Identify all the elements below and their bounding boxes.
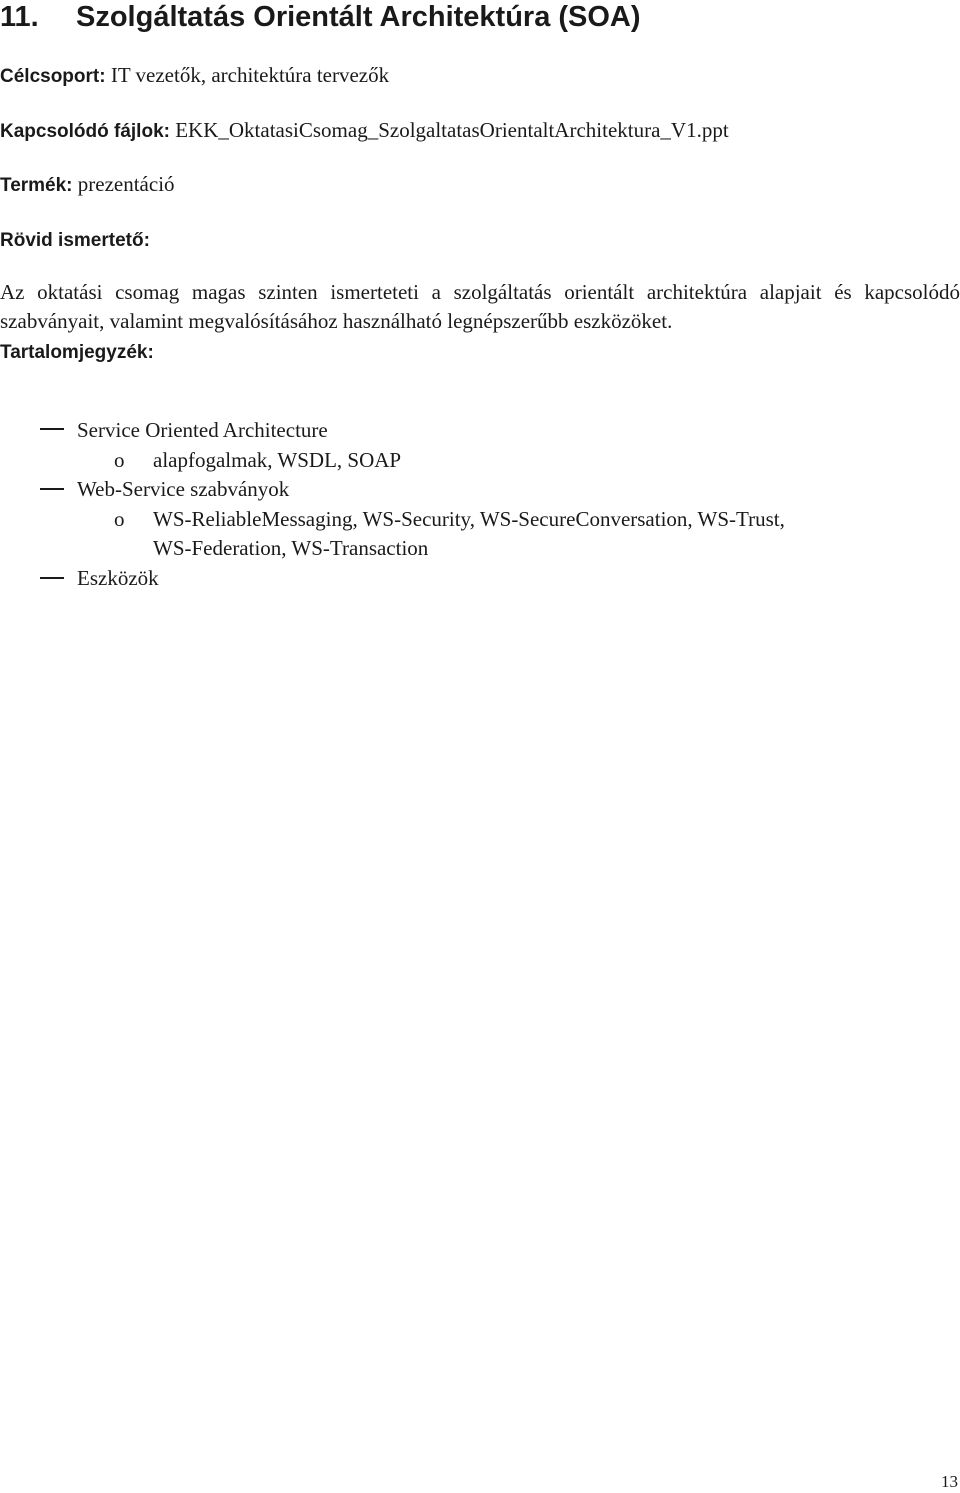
dash-bullet-icon bbox=[40, 428, 64, 430]
section-heading bbox=[0, 0, 641, 34]
section-title: Szolgáltatás Orientált Architektúra (SOA) bbox=[76, 1, 641, 33]
target-group-value: IT vezetők, architektúra tervezők bbox=[110, 63, 390, 87]
dash-bullet-icon bbox=[40, 577, 64, 579]
toc-item-text: alapfogalmak, WSDL, SOAP bbox=[153, 448, 402, 472]
target-group-label: Célcsoport: bbox=[0, 66, 106, 87]
page-number: 13 bbox=[941, 1472, 958, 1491]
summary-label: Rövid ismertető: bbox=[0, 230, 150, 251]
toc-item-text: Service Oriented Architecture bbox=[77, 418, 328, 442]
summary-paragraph: Az oktatási csomag magas szinten ismerteteti a szolgáltatás orientált architektúra alapjait és kapcsolódó szabványait, valamint megvalósításához használható legnépszerűbb eszközöket. bbox=[0, 280, 960, 333]
product-label: Termék: bbox=[0, 175, 73, 196]
summary-heading bbox=[0, 226, 150, 254]
circle-bullet-icon: o bbox=[114, 448, 125, 472]
circle-bullet-icon: o bbox=[114, 507, 125, 531]
toc-item-text: Web-Service szabványok bbox=[77, 477, 290, 501]
toc-item-text: WS-Federation, WS-Transaction bbox=[153, 536, 429, 560]
toc-heading bbox=[0, 338, 154, 366]
related-files-label: Kapcsolódó fájlok: bbox=[0, 121, 170, 142]
section-number: 11. bbox=[0, 1, 39, 33]
product-value: prezentáció bbox=[77, 172, 175, 196]
product-field bbox=[0, 171, 175, 199]
related-files-field bbox=[0, 117, 729, 145]
toc-item-text: WS-ReliableMessaging, WS-Security, WS-SecureConversation, WS-Trust, bbox=[153, 507, 785, 531]
related-files-value: EKK_OktatasiCsomag_SzolgaltatasOrientaltArchitektura_V1.ppt bbox=[175, 118, 729, 142]
toc-label: Tartalomjegyzék: bbox=[0, 342, 154, 363]
target-group-field bbox=[0, 62, 389, 90]
dash-bullet-icon bbox=[40, 488, 64, 490]
toc-item-text: Eszközök bbox=[77, 566, 159, 590]
